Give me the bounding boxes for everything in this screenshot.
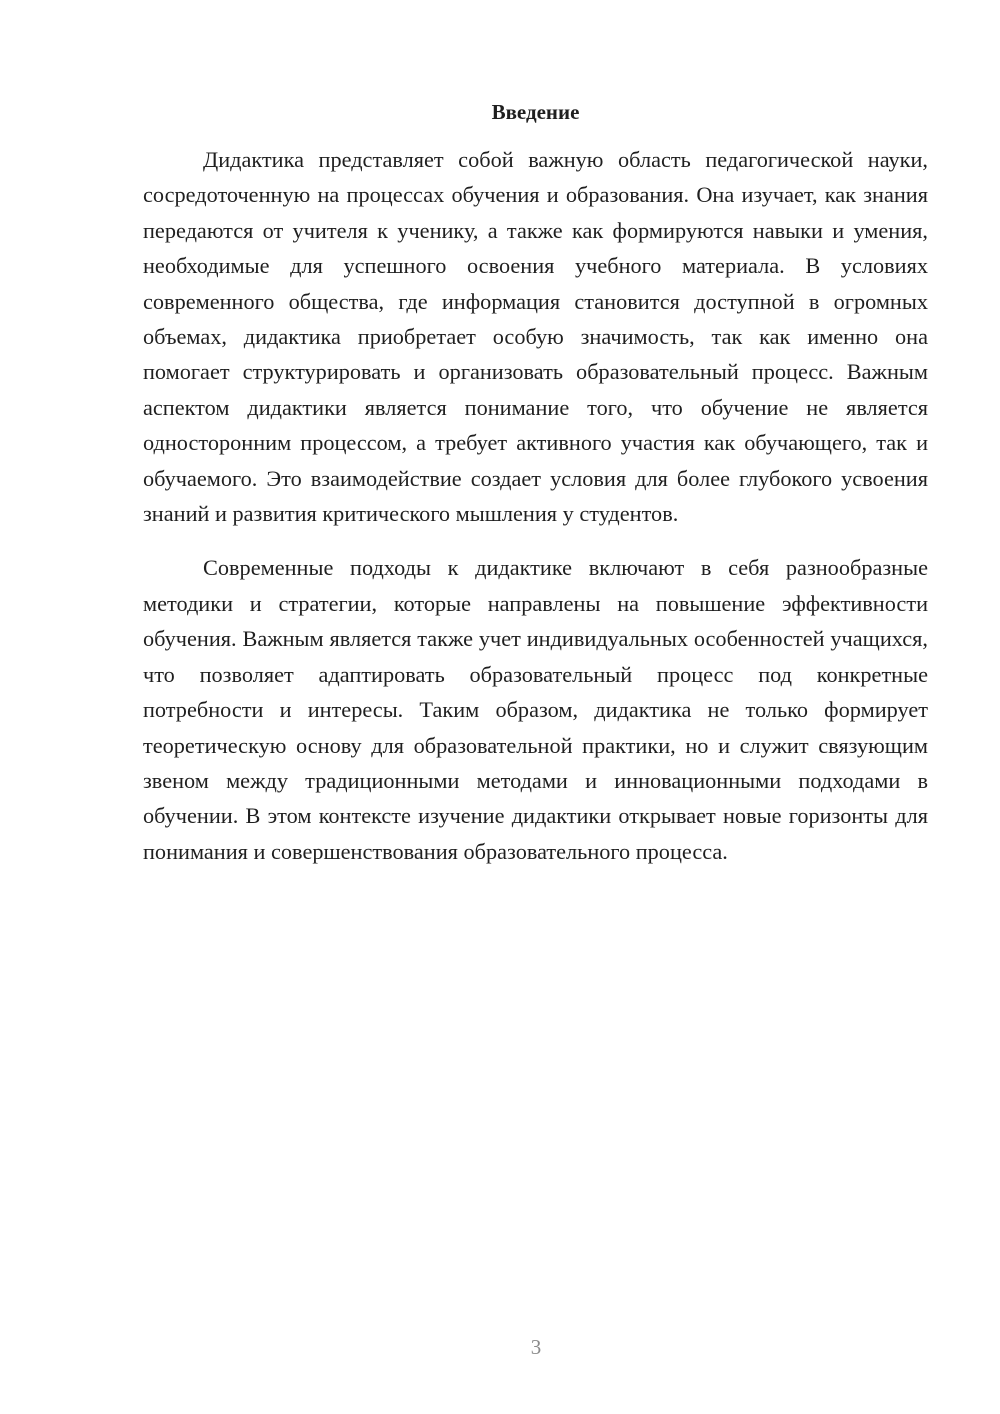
paragraph-2: Современные подходы к дидактике включают в себя разнообразные методики и стратегии, которые направлены на повышение эффективности обучения. Важным является также учет индивидуальных особенностей учащихся, что позволяет адаптировать образовательный процесс под конкретные потребности и интересы. Таким образом, дидактика не только формирует теоретическую основу для образовательной практики, но и служит связующим звеном между традиционными методами и инновационными подходами в обучении. В этом контексте изучение дидактики открывает новые горизонты для понимания и совершенствования образовательного процесса. bbox=[143, 555, 928, 864]
section-heading: Введение bbox=[491, 100, 580, 124]
paragraph-1: Дидактика представляет собой важную область педагогической науки, сосредоточенную на процессах обучения и образования. Она изучает, как знания передаются от учителя к ученику, а также как формируются навыки и умения, необходимые для успешного освоения учебного материала. В условиях современного общества, где информация становится доступной в огромных объемах, дидактика приобретает особую значимость, так как именно она помогает структурировать и организовать образовательный процесс. Важным аспектом дидактики является понимание того, что обучение не является односторонним процессом, а требует активного участия как обучающего, так и обучаемого. Это взаимодействие создает условия для более глубокого усвоения знаний и развития критического мышления у студентов. bbox=[143, 147, 928, 527]
page-number: 3 bbox=[530, 1335, 542, 1359]
body-text bbox=[143, 142, 928, 869]
